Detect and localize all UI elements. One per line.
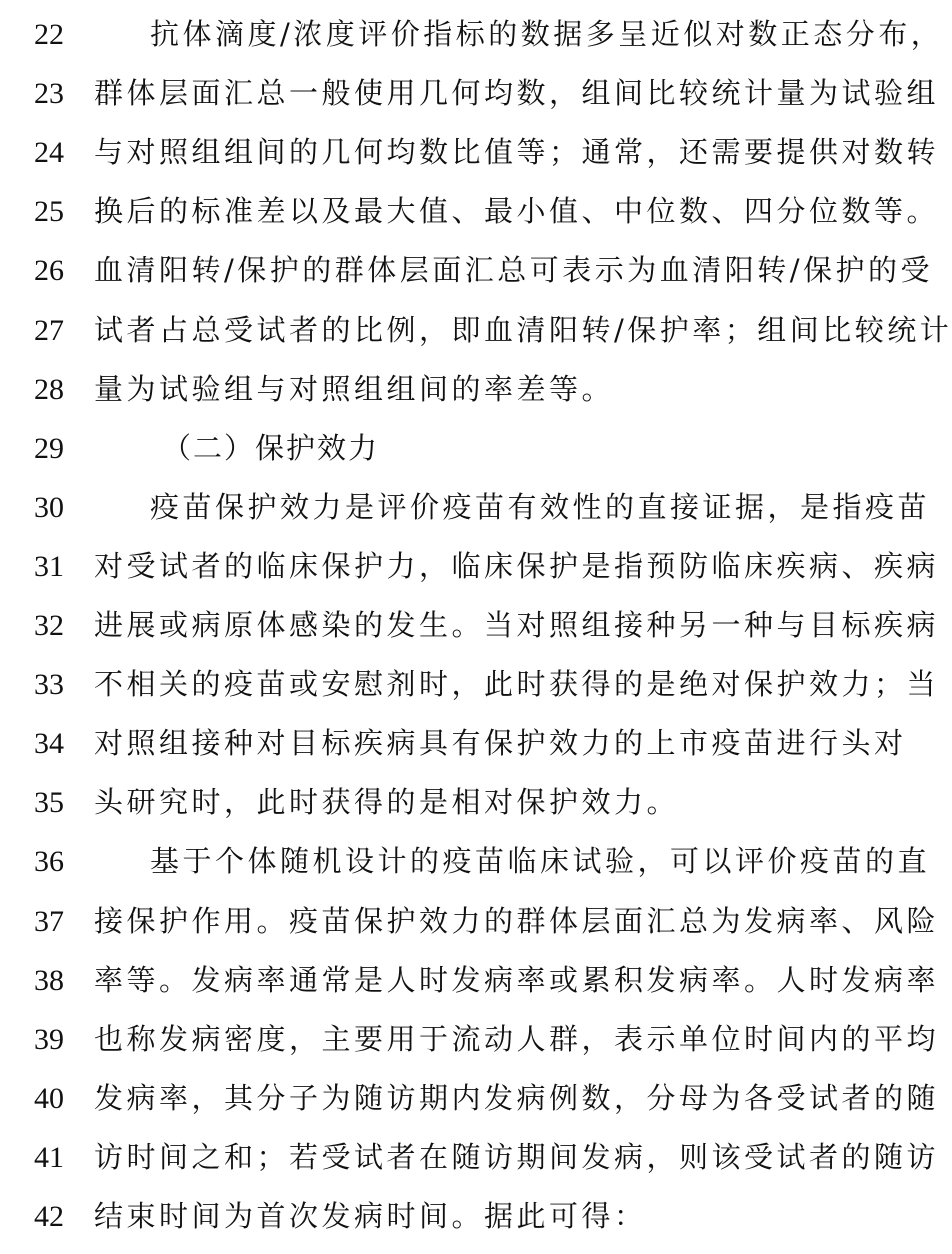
line-text: 不相关的疫苗或安慰剂时，此时获得的是绝对保护效力；当: [94, 667, 940, 702]
line-text: 接保护作用。疫苗保护效力的群体层面汇总为发病率、风险: [94, 903, 940, 938]
document-line: [0, 655, 940, 714]
line-text: 基于个体随机设计的疫苗临床试验，可以评价疫苗的直: [150, 844, 931, 879]
line-number: 30: [34, 490, 64, 524]
line-number: 29: [34, 431, 64, 465]
document-line: [0, 773, 872, 832]
line-number: 32: [34, 609, 64, 642]
line-number: 37: [34, 904, 64, 938]
line-text: 访时间之和；若受试者在随访期间发病，则该受试者的随访: [94, 1139, 940, 1174]
line-text: 头研究时，此时获得的是相对保护效力。: [94, 785, 680, 820]
line-text: 试者占总受试者的比例，即血清阳转/保护率；组间比较统计: [94, 312, 952, 347]
line-number: 40: [34, 1081, 64, 1115]
line-text: 换后的标准差以及最大值、最小值、中位数、四分位数等。: [94, 194, 940, 229]
line-number: 22: [34, 18, 64, 51]
line-number: 23: [34, 77, 64, 111]
line-text: 对照组接种对目标疾病具有保护效力的上市疫苗进行头对: [94, 726, 907, 761]
line-number: 27: [34, 313, 64, 347]
document-line: [0, 1187, 872, 1246]
line-number: 28: [34, 372, 64, 406]
line-number: 34: [34, 727, 64, 761]
document-line: [0, 123, 940, 182]
document-line: [0, 596, 940, 655]
line-text: 疫苗保护效力是评价疫苗有效性的直接证据，是指疫苗: [150, 489, 931, 524]
document-line: [0, 478, 931, 537]
line-number: 35: [34, 786, 64, 820]
document-line: [0, 182, 940, 241]
line-number: 25: [34, 195, 64, 229]
line-text: 发病率，其分子为随访期内发病例数，分母为各受试者的随: [94, 1080, 940, 1115]
document-line: [0, 892, 940, 951]
document-line: [0, 241, 934, 300]
line-number: 41: [34, 1140, 64, 1174]
line-text: 也称发病密度，主要用于流动人群，表示单位时间内的平均: [94, 1021, 940, 1056]
line-number: 24: [34, 136, 64, 170]
line-text: 对受试者的临床保护力，临床保护是指预防临床疾病、疾病: [94, 548, 940, 583]
document-line: [0, 1069, 940, 1128]
line-number: 38: [34, 963, 64, 997]
document-line: [0, 832, 931, 891]
document-line: [0, 5, 944, 64]
document-line: [0, 951, 940, 1010]
section-heading: （二）保护效力: [162, 430, 380, 465]
document-line: [0, 1128, 940, 1187]
line-number: 36: [34, 845, 64, 879]
line-text: 群体层面汇总一般使用几何均数，组间比较统计量为试验组: [94, 76, 940, 111]
document-line: [0, 537, 940, 596]
line-number: 26: [34, 254, 64, 288]
line-number: 39: [34, 1022, 64, 1056]
line-text: 结束时间为首次发病时间。据此可得：: [94, 1199, 647, 1233]
line-number: 31: [34, 549, 64, 583]
document-line: [0, 301, 952, 360]
document-line: [0, 419, 872, 478]
line-number: 33: [34, 668, 64, 702]
line-number: 42: [34, 1200, 64, 1233]
line-text: 血清阳转/保护的群体层面汇总可表示为血清阳转/保护的受: [94, 253, 934, 288]
line-text: 量为试验组与对照组组间的率差等。: [94, 371, 615, 406]
document-line: [0, 714, 907, 773]
document-line: [0, 360, 872, 419]
line-text: 率等。发病率通常是人时发病率或累积发病率。人时发病率: [94, 962, 940, 997]
line-text: 抗体滴度/浓度评价指标的数据多呈近似对数正态分布，: [150, 17, 944, 51]
document-line: [0, 1010, 940, 1069]
line-text: 与对照组组间的几何均数比值等；通常，还需要提供对数转: [94, 135, 940, 170]
document-line: [0, 64, 940, 123]
line-text: 进展或病原体感染的发生。当对照组接种另一种与目标疾病: [94, 608, 940, 642]
